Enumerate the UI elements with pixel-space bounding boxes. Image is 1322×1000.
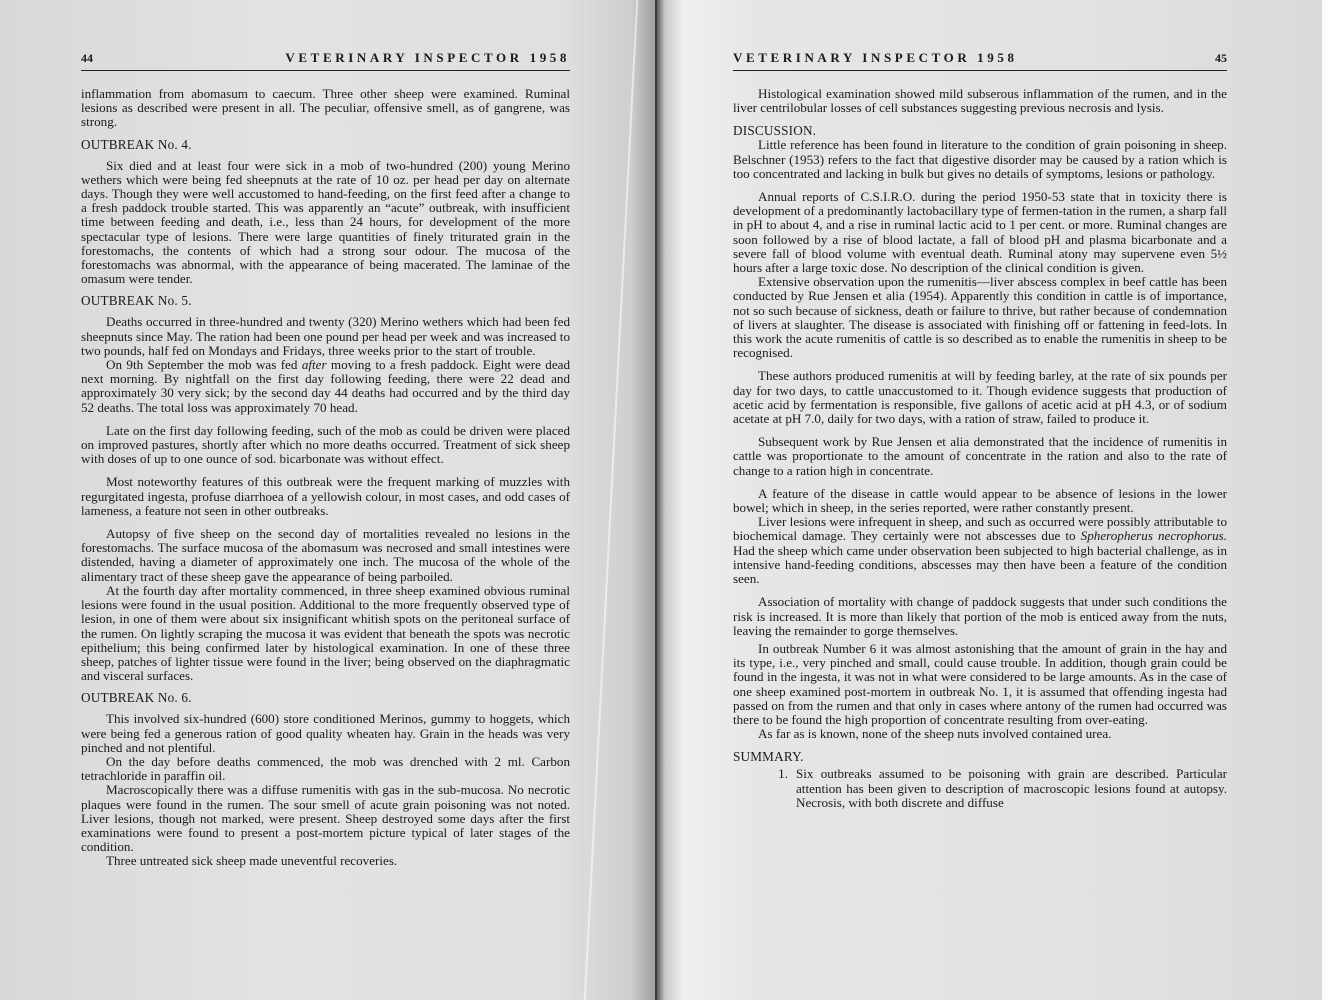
section-heading-outbreak-5: OUTBREAK No. 5. — [81, 293, 192, 309]
paragraph: Subsequent work by Rue Jensen et alia demonstrated that the incidence of rumenitis in cattle was proportionate to the amount of concentrate in the ration and also to the rate of change to a ration high in concentrate. — [733, 434, 1227, 478]
journal-title: VETERINARY INSPECTOR 1958 — [733, 50, 1018, 65]
paragraph: Three untreated sick sheep made uneventful recoveries. — [106, 853, 398, 869]
summary-list-item — [733, 767, 1227, 810]
section-heading-discussion: DISCUSSION. — [733, 123, 817, 139]
paragraph: On the day before deaths commenced, the mob was drenched with 2 ml. Carbon tetrachloride in paraffin oil. — [81, 753, 570, 784]
running-head — [733, 50, 1227, 71]
paragraph: Autopsy of five sheep on the second day of mortalities revealed no lesions in the forestomachs. The surface mucosa of the abomasum was necrosed and small intestines were distended, having a diameter of approximately one inch. The mucosa of the whole of the alimentary tract of these sheep gave the appearance of being parboiled. — [81, 526, 570, 584]
paragraph: Macroscopically there was a diffuse rumenitis with gas in the sub-mucosa. No necrotic plaques were found in the rumen. The sour smell of acute grain poisoning was not noted. Liver lesions, though not marked, were present. Sheep destroyed some days after the first examinations were found to present a post-mortem picture typical of later stages of the condition. — [81, 782, 570, 855]
paragraph: Deaths occurred in three-hundred and twenty (320) Merino wethers which had been fed sheepnuts since May. The ration had been one pound per head per week and was increased to two pounds, half fed on Mondays and Fridays, three weeks prior to the start of trouble. — [81, 314, 570, 358]
journal-title: VETERINARY INSPECTOR 1958 — [285, 50, 570, 65]
paragraph: As far as is known, none of the sheep nuts involved contained urea. — [758, 726, 1112, 742]
page-number: 45 — [1215, 51, 1227, 65]
right-page-content — [733, 50, 1227, 810]
paragraph: At the fourth day after mortality commenced, in three sheep examined obvious ruminal lesions were found in the usual position. Additional to the more frequently observed type of lesion, in one of them were about six insignificant whitish spots on the peritoneal surface of the rumen. On lightly scraping the mucosa it was evident that beneath the spots was necrotic epithelium; this being confirmed later by histological examination. In one of these three sheep, patches of lighter tissue were found in the liver; being observed on the diaphragmatic and visceral surfaces. — [81, 582, 570, 684]
right-page — [657, 0, 1322, 1000]
paragraph: Annual reports of C.S.I.R.O. during the period 1950-53 state that in toxicity there is development of a predominantly lactobacillary type of fermen-tation in the rumen, a sharp fall in pH to about 4, and a rise in ruminal lactic acid to 1 per cent. or more. Ruminal changes are soon followed by a rise of blood lactate, a fall of blood pH and plasma bicarbonate and a severe fall of blood volume with eventual death. Ruminal atony may supervene even 5½ hours after a large toxic dose. No description of the clinical condition is given. — [733, 189, 1227, 276]
paragraph: This involved six-hundred (600) store conditioned Merinos, gummy to hoggets, which were being fed a generous ration of good quality wheaten hay. Grain in the heads was very pinched and not plentiful. — [81, 711, 570, 755]
running-head — [81, 50, 570, 71]
paragraph: On 9th September the mob was fed after moving to a fresh paddock. Eight were dead next morning. By nightfall on the first day following feeding, there were 22 dead and approximately 30 very sick; by the second day 44 deaths had occurred and by the third day 52 deaths. The total loss was approximately 70 head. — [81, 357, 570, 415]
paragraph: inflammation from abomasum to caecum. Three other sheep were examined. Ruminal lesions as described were present in all. The peculiar, offensive smell, as of gangrene, was strong. — [81, 86, 570, 130]
paragraph: Histological examination showed mild subserous inflammation of the rumen, and in the liver centrilobular losses of cell substances suggesting previous necrosis and lysis. — [733, 86, 1227, 116]
italic-emphasis: after — [301, 357, 327, 373]
paragraph: Little reference has been found in literature to the condition of grain poisoning in sheep. Belschner (1953) refers to the fact that digestive disorder may be caused by a ration which is too concentrated and lacking in bulk but gives no details of symptoms, lesions or pathology. — [733, 137, 1227, 181]
page-number: 44 — [81, 51, 93, 65]
list-text: Six outbreaks assumed to be poisoning with grain are described. Particular attention has been given to description of macroscopic lesions found at autopsy. Necrosis, with both discrete and diffuse — [796, 766, 1227, 810]
paragraph: Extensive observation upon the rumenitis—liver abscess complex in beef cattle has been conducted by Rue Jensen et alia (1954). Apparently this condition in cattle is of importance, not so such because of sickness, death or failure to thrive, but rather because of condemnation of livers at slaughter. The disease is associated with finishing off or fattening in feed-lots. In this work the acute rumenitis of cattle is so described as to enable the rumenitis in sheep to be recognised. — [733, 274, 1227, 361]
list-number: 1. — [778, 766, 788, 782]
left-page-content — [81, 50, 570, 869]
paragraph: Six died and at least four were sick in a mob of two-hundred (200) young Merino wethers which were being fed sheepnuts at the rate of 10 oz. per head per day on alternate days. Though they were well accustomed to hand-feeding, on the first feed after a change to a fresh paddock trouble started. This was apparently an “acute” outbreak, with insufficient time between feeding and death, i.e., less than 24 hours, for development of the more spectacular type of lesions. There were large quantities of finely triturated grain in the forestomachs, the contents of which had a strong sour odour. The mucosa of the forestomachs was abnormal, with the appearance of being macerated. The laminae of the omasum were tender. — [81, 157, 570, 287]
paragraph: Liver lesions were infrequent in sheep, and such as occurred were possibly attributable to biochemical damage. They certainly were not abscesses due to Spheropherus necrophorus. Had the sheep which came under observation been subjected to high bacterial challenge, as in intensive hand-feeding conditions, abscesses may then have been a feature of the condition seen. — [733, 514, 1227, 587]
section-heading-outbreak-6: OUTBREAK No. 6. — [81, 690, 192, 706]
paragraph: Most noteworthy features of this outbreak were the frequent marking of muzzles with regurgitated ingesta, profuse diarrhoea of a yellowish colour, in most cases, and odd cases of lameness, a feature not seen in other outbreaks. — [81, 474, 570, 518]
page-fold-crease — [584, 0, 638, 1000]
section-heading-summary: SUMMARY. — [733, 749, 804, 765]
italic-species-name: Spheropherus necrophorus. — [1080, 528, 1227, 544]
section-heading-outbreak-4: OUTBREAK No. 4. — [81, 136, 192, 152]
paragraph: Late on the first day following feeding, such of the mob as could be driven were placed on improved pastures, shortly after which no more deaths occurred. Treatment of sick sheep with doses of up to one ounce of sod. bicarbonate was without effect. — [81, 422, 570, 467]
paragraph: Association of mortality with change of paddock suggests that under such conditions the risk is increased. It is more than likely that portion of the mob is enticed away from the nuts, leaving the remainder to gorge themselves. — [733, 594, 1227, 638]
left-page — [0, 0, 657, 1000]
paragraph: A feature of the disease in cattle would appear to be absence of lesions in the lower bowel; which in sheep, in the series reported, were rather constantly present. — [733, 485, 1227, 516]
paragraph: These authors produced rumenitis at will by feeding barley, at the rate of six pounds per day for two days, to cattle unaccustomed to it. Though evidence suggests that production of acetic acid by fermentation is responsible, five gallons of acetic acid at pH 4.3, or of sodium acetate at pH 7.0, daily for two days, with a ration of straw, failed to produce it. — [733, 368, 1227, 427]
paragraph: In outbreak Number 6 it was almost astonishing that the amount of grain in the hay and its type, i.e., very pinched and small, could cause trouble. In addition, though grain could be found in the ingesta, it was not in what were considered to be large amounts. As in the case of one sheep examined post-mortem in outbreak No. 1, it is assumed that offending ingesta had passed on from the rumen and that only in cases where antony of the rumen had occurred was there to be found the high proportion of concentrate resulting from over-eating. — [733, 640, 1227, 727]
